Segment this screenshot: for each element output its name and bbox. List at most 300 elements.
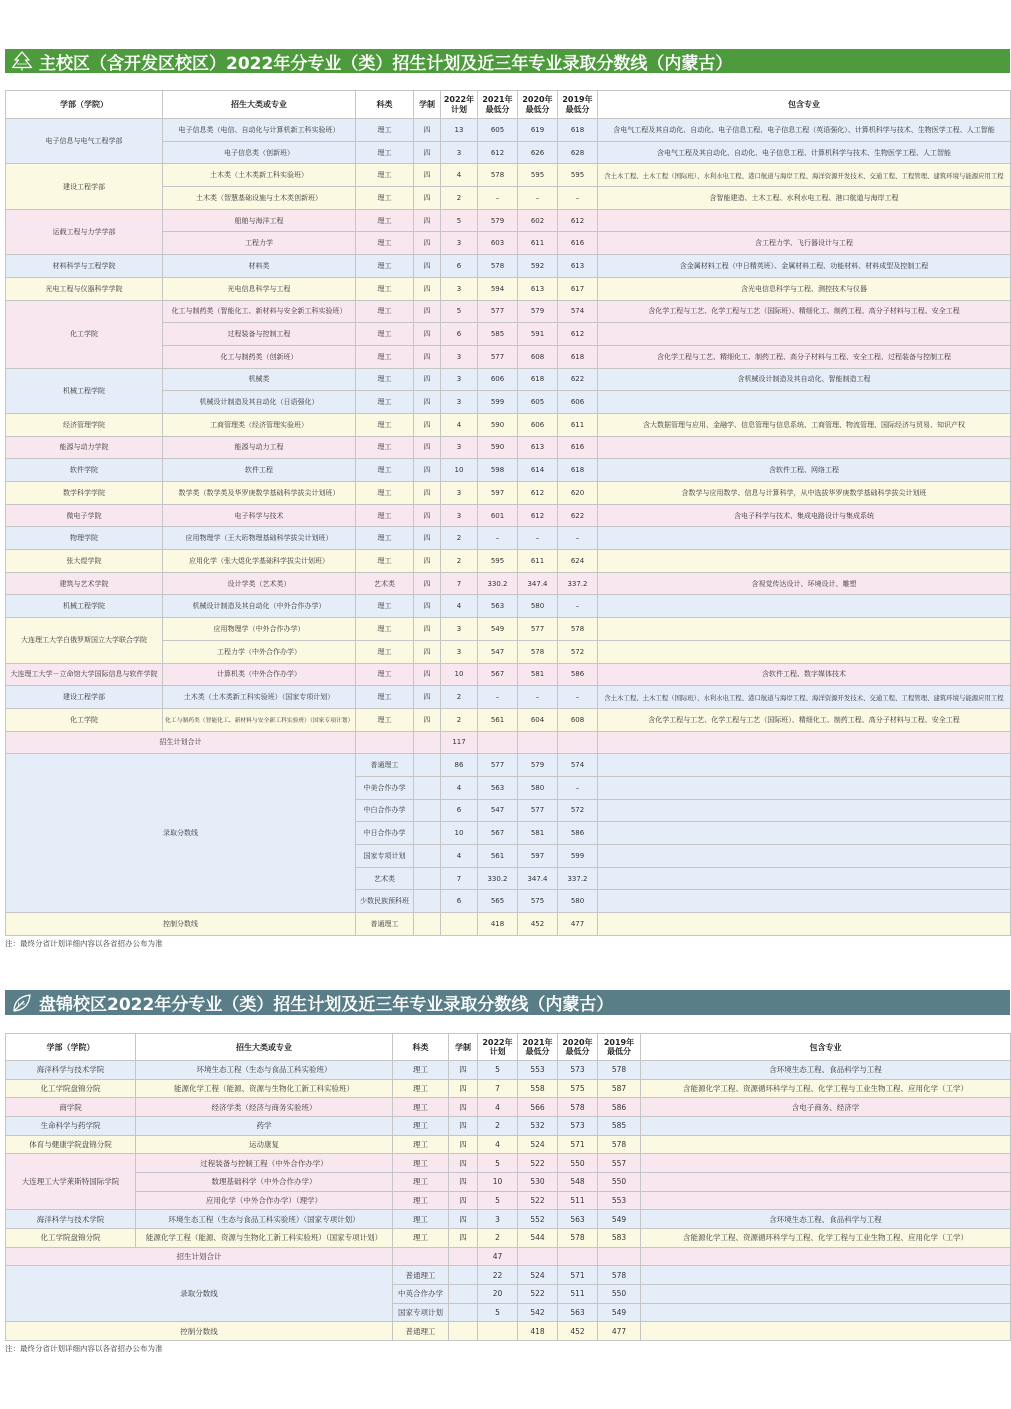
category-cell: 理工 xyxy=(393,1191,449,1210)
total-row xyxy=(6,1247,1011,1266)
score-2021-cell: 532 xyxy=(518,1116,558,1135)
duration-cell: 四 xyxy=(414,527,441,550)
score-2019-cell xyxy=(558,731,598,754)
includes-cell xyxy=(598,776,1011,799)
score-2019-cell: 612 xyxy=(558,209,598,232)
score-2019-header xyxy=(558,91,598,119)
score-2020-cell: 580 xyxy=(518,595,558,618)
score-2021-header xyxy=(478,91,518,119)
plan-2022-cell: 6 xyxy=(441,890,478,913)
table-header-row xyxy=(6,1034,1011,1061)
score-2019-cell: 617 xyxy=(558,277,598,300)
score-label: 录取分数线 xyxy=(6,754,356,913)
major-cell: 过程装备与控制工程（中外合作办学） xyxy=(136,1154,393,1173)
score-2019-cell: 549 xyxy=(598,1210,641,1229)
category-header: 科类 xyxy=(356,91,414,119)
category-cell: 理工 xyxy=(356,550,414,573)
score-2021-cell: 579 xyxy=(478,209,518,232)
duration-cell xyxy=(414,867,441,890)
duration-header: 学制 xyxy=(414,91,441,119)
dept-cell: 物理学院 xyxy=(6,527,163,550)
total-row xyxy=(6,731,1011,754)
score-2020-cell: 608 xyxy=(518,345,558,368)
duration-cell: 四 xyxy=(414,482,441,505)
plan-2022-cell: 13 xyxy=(441,119,478,142)
dept-cell: 大连理工大学莱斯特国际学院 xyxy=(6,1154,136,1210)
score-2019-header xyxy=(598,1034,641,1061)
plan-2022-cell: 4 xyxy=(441,413,478,436)
section-title: 主校区（含开发区校区）2022年分专业（类）招生计划及近三年专业录取分数线（内蒙古） xyxy=(39,53,733,73)
score-2019-cell: 622 xyxy=(558,504,598,527)
score-2019-cell: 557 xyxy=(598,1154,641,1173)
dept-cell: 电子信息与电气工程学部 xyxy=(6,119,163,164)
score-2021-cell: 595 xyxy=(478,550,518,573)
score-2020-cell: 548 xyxy=(558,1172,598,1191)
score-2021-cell: 524 xyxy=(518,1266,558,1285)
footnote: 注：最终分省计划详细内容以各省招办公布为准 xyxy=(5,939,163,948)
score-2019-cell: 613 xyxy=(558,255,598,278)
category-cell: 国家专项计划 xyxy=(393,1303,449,1322)
score-2020-cell xyxy=(558,1247,598,1266)
control-label: 控制分数线 xyxy=(6,1322,393,1341)
includes-cell: 含机械设计制造及其自动化、智能制造工程 xyxy=(598,368,1011,391)
score-2020-cell: 575 xyxy=(558,1079,598,1098)
plan-2022-cell: 117 xyxy=(441,731,478,754)
score-2019-cell: 616 xyxy=(558,232,598,255)
plan-2022-cell: 3 xyxy=(441,618,478,641)
category-cell: 普通理工 xyxy=(393,1266,449,1285)
duration-cell: 四 xyxy=(414,141,441,164)
table-row xyxy=(6,413,1011,436)
score-2021-cell: 567 xyxy=(478,822,518,845)
main-campus-admission-table xyxy=(5,90,1011,936)
score-2019-cell: 587 xyxy=(598,1079,641,1098)
table-row xyxy=(6,527,1011,550)
score-2020-cell: 595 xyxy=(518,164,558,187)
major-cell: 软件工程 xyxy=(163,459,356,482)
category-cell: 普通理工 xyxy=(356,754,414,777)
duration-cell xyxy=(414,913,441,936)
category-cell: 理工 xyxy=(356,482,414,505)
plan-2022-cell: 4 xyxy=(441,595,478,618)
dept-cell: 建设工程学部 xyxy=(6,164,163,209)
includes-cell: 含能源化学工程、资源循环科学与工程、化学工程与工业生物工程、应用化学（工学） xyxy=(641,1228,1011,1247)
includes-cell xyxy=(598,913,1011,936)
score-2020-cell: 606 xyxy=(518,413,558,436)
dept-header: 学部（学院） xyxy=(6,91,163,119)
score-2020-cell: 347.4 xyxy=(518,867,558,890)
plan-2022-cell: 3 xyxy=(441,368,478,391)
plan-2022-cell: 4 xyxy=(478,1098,518,1117)
duration-cell: 四 xyxy=(449,1079,478,1098)
duration-cell: 四 xyxy=(449,1135,478,1154)
dept-cell: 材料科学与工程学院 xyxy=(6,255,163,278)
plan-2022-cell: 5 xyxy=(478,1191,518,1210)
plan-2022-cell: 3 xyxy=(441,141,478,164)
plan-2022-cell: 2 xyxy=(441,708,478,731)
table-row xyxy=(6,572,1011,595)
score-2020-cell: 571 xyxy=(558,1135,598,1154)
includes-cell xyxy=(598,391,1011,414)
major-cell: 电子科学与技术 xyxy=(163,504,356,527)
dept-cell: 经济管理学院 xyxy=(6,413,163,436)
score-2021-cell: 590 xyxy=(478,436,518,459)
major-cell: 环境生态工程（生态与食品工科实验班）（国家专项计划） xyxy=(136,1210,393,1229)
score-2019-cell: 616 xyxy=(558,436,598,459)
plan-2022-cell: 4 xyxy=(441,845,478,868)
score-2021-cell: – xyxy=(478,686,518,709)
table-body xyxy=(6,1061,1011,1341)
plan-2022-cell: 3 xyxy=(478,1210,518,1229)
plan-2022-cell: 10 xyxy=(478,1172,518,1191)
table-row xyxy=(6,209,1011,232)
score-2020-cell: 511 xyxy=(558,1191,598,1210)
score-2019-cell: 586 xyxy=(558,822,598,845)
plan-2022-cell: 5 xyxy=(478,1303,518,1322)
plan-2022-header xyxy=(478,1034,518,1061)
score-2020-cell: 591 xyxy=(518,323,558,346)
score-row xyxy=(6,754,1011,777)
includes-cell: 含环境生态工程、食品科学与工程 xyxy=(641,1061,1011,1080)
major-cell: 材料类 xyxy=(163,255,356,278)
includes-cell: 含软件工程、数字媒体技术 xyxy=(598,663,1011,686)
score-2019-cell: 572 xyxy=(558,799,598,822)
score-2019-cell: 553 xyxy=(598,1191,641,1210)
score-2019-cell: 337.2 xyxy=(558,867,598,890)
header-label: 最低分 xyxy=(565,104,590,114)
major-header: 招生大类或专业 xyxy=(136,1034,393,1061)
major-cell: 应用化学（中外合作办学）（理学） xyxy=(136,1191,393,1210)
score-2019-cell: 578 xyxy=(558,618,598,641)
table-row xyxy=(6,482,1011,505)
includes-cell: 含光电信息科学与工程、测控技术与仪器 xyxy=(598,277,1011,300)
category-cell: 理工 xyxy=(356,187,414,210)
major-cell: 能源化学工程（能源、资源与生物化工新工科实验班）（国家专项计划） xyxy=(136,1228,393,1247)
score-2020-cell: 575 xyxy=(518,890,558,913)
includes-cell xyxy=(598,731,1011,754)
includes-cell: 含数学与应用数学、信息与计算科学，从中选拔华罗庚数学基础科学拔尖计划班 xyxy=(598,482,1011,505)
dept-cell: 体育与健康学院盘锦分院 xyxy=(6,1135,136,1154)
category-cell: 理工 xyxy=(393,1061,449,1080)
score-2020-cell: 602 xyxy=(518,209,558,232)
category-cell xyxy=(356,731,414,754)
category-cell: 理工 xyxy=(356,595,414,618)
score-2019-cell xyxy=(598,1247,641,1266)
score-2020-cell xyxy=(518,731,558,754)
category-cell: 理工 xyxy=(356,232,414,255)
includes-cell: 含电子科学与技术、集成电路设计与集成系统 xyxy=(598,504,1011,527)
table-row xyxy=(6,300,1011,323)
category-cell: 理工 xyxy=(393,1228,449,1247)
includes-cell xyxy=(598,323,1011,346)
plan-2022-cell: 3 xyxy=(441,482,478,505)
includes-cell: 含视觉传达设计、环境设计、雕塑 xyxy=(598,572,1011,595)
header-year: 2019年 xyxy=(562,95,593,105)
score-2019-cell: 583 xyxy=(598,1228,641,1247)
score-2021-cell: 567 xyxy=(478,663,518,686)
includes-cell: 含电气工程及其自动化、自动化、电子信息工程、电子信息工程（英语强化）、计算机科学与技术、生物医学工程、人工智能 xyxy=(598,119,1011,142)
header-label: 最低分 xyxy=(565,1047,590,1056)
duration-cell xyxy=(414,731,441,754)
score-2020-header xyxy=(558,1034,598,1061)
table-row xyxy=(6,1079,1011,1098)
includes-cell xyxy=(598,527,1011,550)
category-cell: 中英合作办学 xyxy=(393,1284,449,1303)
table-row xyxy=(6,1116,1011,1135)
duration-cell: 四 xyxy=(449,1191,478,1210)
plan-2022-cell: 3 xyxy=(441,504,478,527)
duration-cell: 四 xyxy=(414,232,441,255)
includes-header: 包含专业 xyxy=(598,91,1011,119)
category-cell: 理工 xyxy=(356,209,414,232)
score-2021-cell: 577 xyxy=(478,754,518,777)
dept-cell: 化工学院盘锦分院 xyxy=(6,1228,136,1247)
major-cell: 光电信息科学与工程 xyxy=(163,277,356,300)
plan-2022-cell: 5 xyxy=(478,1061,518,1080)
includes-cell xyxy=(598,595,1011,618)
table-row xyxy=(6,1061,1011,1080)
major-cell: 药学 xyxy=(136,1116,393,1135)
score-2019-cell: – xyxy=(558,527,598,550)
category-cell: 理工 xyxy=(356,436,414,459)
score-2019-cell: 578 xyxy=(598,1266,641,1285)
duration-cell: 四 xyxy=(414,618,441,641)
category-cell: 理工 xyxy=(393,1172,449,1191)
includes-cell: 含电气工程及其自动化、自动化、电子信息工程、计算机科学与技术、生物医学工程、人工智能 xyxy=(598,141,1011,164)
score-2020-cell: 577 xyxy=(518,799,558,822)
includes-cell xyxy=(598,550,1011,573)
includes-cell: 含土木工程、土木工程（国际班）、水利水电工程、港口航道与海岸工程、海洋资源开发技术、交通工程、工程管理、建筑环境与能源应用工程 xyxy=(598,686,1011,709)
score-2019-cell: 586 xyxy=(558,663,598,686)
score-2021-cell: 418 xyxy=(478,913,518,936)
major-cell: 工商管理类（经济管理实验班） xyxy=(163,413,356,436)
score-2021-header xyxy=(518,1034,558,1061)
score-2020-cell: 613 xyxy=(518,436,558,459)
header-label: 最低分 xyxy=(525,1047,550,1056)
table-row xyxy=(6,1098,1011,1117)
score-2019-cell: 586 xyxy=(598,1098,641,1117)
category-cell: 艺术类 xyxy=(356,572,414,595)
score-2020-cell: 619 xyxy=(518,119,558,142)
score-2019-cell: 477 xyxy=(598,1322,641,1341)
includes-cell xyxy=(641,1172,1011,1191)
dept-cell: 微电子学院 xyxy=(6,504,163,527)
plan-2022-cell: 7 xyxy=(478,1079,518,1098)
score-2020-cell: 347.4 xyxy=(518,572,558,595)
table-row xyxy=(6,1154,1011,1173)
dept-cell: 化工学院盘锦分院 xyxy=(6,1079,136,1098)
table-row xyxy=(6,436,1011,459)
duration-cell: 四 xyxy=(414,686,441,709)
includes-header: 包含专业 xyxy=(641,1034,1011,1061)
category-cell xyxy=(393,1247,449,1266)
includes-cell: 含电子商务、经济学 xyxy=(641,1098,1011,1117)
score-2021-cell: 597 xyxy=(478,482,518,505)
duration-cell xyxy=(414,822,441,845)
tree-icon xyxy=(9,50,35,72)
score-2020-cell: 579 xyxy=(518,300,558,323)
includes-cell xyxy=(598,799,1011,822)
plan-2022-cell: 4 xyxy=(441,776,478,799)
major-cell: 经济学类（经济与商务实验班） xyxy=(136,1098,393,1117)
duration-cell: 四 xyxy=(414,436,441,459)
score-2021-cell: 601 xyxy=(478,504,518,527)
dept-cell: 大连理工大学白俄罗斯国立大学联合学院 xyxy=(6,618,163,663)
score-2021-cell: 549 xyxy=(478,618,518,641)
dept-cell: 软件学院 xyxy=(6,459,163,482)
plan-2022-cell: 2 xyxy=(478,1228,518,1247)
score-2021-cell: 544 xyxy=(518,1228,558,1247)
major-header: 招生大类或专业 xyxy=(163,91,356,119)
category-cell: 理工 xyxy=(356,141,414,164)
category-cell: 理工 xyxy=(356,527,414,550)
score-2021-cell: 612 xyxy=(478,141,518,164)
score-2021-cell: 598 xyxy=(478,459,518,482)
duration-cell xyxy=(449,1303,478,1322)
major-cell: 土木类（土木类新工科实验班）（国家专项计划） xyxy=(163,686,356,709)
table-row xyxy=(6,504,1011,527)
table-row xyxy=(6,255,1011,278)
duration-cell xyxy=(449,1322,478,1341)
score-2021-cell: 561 xyxy=(478,708,518,731)
category-cell: 理工 xyxy=(356,686,414,709)
category-cell: 中白合作办学 xyxy=(356,799,414,822)
category-cell: 理工 xyxy=(356,323,414,346)
category-cell: 理工 xyxy=(356,391,414,414)
header-label: 最低分 xyxy=(525,104,550,114)
duration-cell: 四 xyxy=(414,119,441,142)
category-cell: 理工 xyxy=(356,300,414,323)
includes-cell xyxy=(598,209,1011,232)
includes-cell: 含工程力学、飞行器设计与工程 xyxy=(598,232,1011,255)
duration-cell: 四 xyxy=(449,1061,478,1080)
score-2020-header xyxy=(518,91,558,119)
major-cell: 船舶与海洋工程 xyxy=(163,209,356,232)
major-cell: 应用物理学（王大珩物理基础科学拔尖计划班） xyxy=(163,527,356,550)
duration-cell: 四 xyxy=(449,1098,478,1117)
includes-cell xyxy=(598,754,1011,777)
plan-2022-cell: 5 xyxy=(441,209,478,232)
score-2020-cell: 578 xyxy=(558,1098,598,1117)
table-body xyxy=(6,119,1011,936)
category-cell: 普通理工 xyxy=(393,1322,449,1341)
includes-cell: 含化学工程与工艺、化学工程与工艺（国际班）、精细化工、制药工程、高分子材料与工程、安全工程 xyxy=(598,708,1011,731)
score-2019-cell: – xyxy=(558,686,598,709)
includes-cell: 含化学工程与工艺、精细化工、制药工程、高分子材料与工程、安全工程、过程装备与控制工程 xyxy=(598,345,1011,368)
score-2021-cell: – xyxy=(478,527,518,550)
score-2020-cell: 604 xyxy=(518,708,558,731)
duration-cell: 四 xyxy=(449,1172,478,1191)
duration-cell xyxy=(414,845,441,868)
score-row xyxy=(6,1266,1011,1285)
major-cell: 工程力学（中外合作办学） xyxy=(163,640,356,663)
dept-cell: 大连理工大学－立命馆大学国际信息与软件学院 xyxy=(6,663,163,686)
table-header-row xyxy=(6,91,1011,119)
score-2019-cell: 618 xyxy=(558,459,598,482)
score-2019-cell: 550 xyxy=(598,1172,641,1191)
category-cell: 理工 xyxy=(356,345,414,368)
category-header: 科类 xyxy=(393,1034,449,1061)
category-cell: 理工 xyxy=(356,663,414,686)
score-2019-cell: 574 xyxy=(558,754,598,777)
header-year: 2020年 xyxy=(522,95,553,105)
score-2021-cell: – xyxy=(478,187,518,210)
dept-cell: 生命科学与药学院 xyxy=(6,1116,136,1135)
plan-2022-cell xyxy=(441,913,478,936)
duration-cell: 四 xyxy=(449,1228,478,1247)
score-2020-cell: 614 xyxy=(518,459,558,482)
includes-cell xyxy=(598,436,1011,459)
score-2019-cell: – xyxy=(558,595,598,618)
includes-cell: 含化学工程与工艺、化学工程与工艺（国际班）、精细化工、制药工程、高分子材料与工程、安全工程 xyxy=(598,300,1011,323)
duration-cell xyxy=(449,1284,478,1303)
table-row xyxy=(6,368,1011,391)
major-cell: 化工与制药类（创新班） xyxy=(163,345,356,368)
table-row xyxy=(6,1210,1011,1229)
score-2021-cell: 577 xyxy=(478,300,518,323)
plan-2022-cell: 6 xyxy=(441,323,478,346)
duration-cell: 四 xyxy=(414,504,441,527)
score-2019-cell: 578 xyxy=(598,1135,641,1154)
panjin-campus-banner xyxy=(5,990,1010,1015)
score-2019-cell: 585 xyxy=(598,1116,641,1135)
score-2020-cell: 605 xyxy=(518,391,558,414)
score-2020-cell: 571 xyxy=(558,1266,598,1285)
major-cell: 设计学类（艺术类） xyxy=(163,572,356,595)
score-2021-cell: 418 xyxy=(518,1322,558,1341)
duration-cell: 四 xyxy=(414,164,441,187)
plan-2022-cell: 22 xyxy=(478,1266,518,1285)
score-2021-cell: 594 xyxy=(478,277,518,300)
major-cell: 能源化学工程（能源、资源与生物化工新工科实验班） xyxy=(136,1079,393,1098)
major-cell: 能源与动力工程 xyxy=(163,436,356,459)
dept-cell: 商学院 xyxy=(6,1098,136,1117)
dept-cell: 张大煜学院 xyxy=(6,550,163,573)
score-2020-cell: 581 xyxy=(518,663,558,686)
includes-cell: 含金属材料工程（中日精英班）、金属材料工程、功能材料、材料成型及控制工程 xyxy=(598,255,1011,278)
plan-2022-cell: 2 xyxy=(441,187,478,210)
plan-2022-cell: 20 xyxy=(478,1284,518,1303)
duration-cell: 四 xyxy=(449,1210,478,1229)
score-2020-cell: 597 xyxy=(518,845,558,868)
dept-cell: 机械工程学院 xyxy=(6,368,163,413)
dept-cell: 化工学院 xyxy=(6,708,163,731)
dept-cell: 建设工程学部 xyxy=(6,686,163,709)
plan-2022-cell: 3 xyxy=(441,640,478,663)
includes-cell: 含大数据管理与应用、金融学、信息管理与信息系统、工商管理、物流管理、国际经济与贸易、知识产权 xyxy=(598,413,1011,436)
includes-cell xyxy=(598,618,1011,641)
major-cell: 机械设计制造及其自动化（中外合作办学） xyxy=(163,595,356,618)
plan-2022-cell xyxy=(478,1322,518,1341)
footnote: 注：最终分省计划详细内容以各省招办公布为准 xyxy=(5,1344,163,1353)
dept-cell: 光电工程与仪器科学学院 xyxy=(6,277,163,300)
major-cell: 土木类（智慧基础设施与土木类创新班） xyxy=(163,187,356,210)
dept-cell: 数学科学学院 xyxy=(6,482,163,505)
duration-cell: 四 xyxy=(414,413,441,436)
includes-cell: 含软件工程、网络工程 xyxy=(598,459,1011,482)
score-2020-cell: 611 xyxy=(518,232,558,255)
score-2019-cell: 620 xyxy=(558,482,598,505)
score-2020-cell: 563 xyxy=(558,1303,598,1322)
duration-cell xyxy=(414,799,441,822)
score-2020-cell: 452 xyxy=(518,913,558,936)
main-campus-banner xyxy=(5,49,1010,73)
score-2020-cell: 573 xyxy=(558,1061,598,1080)
plan-2022-cell: 3 xyxy=(441,277,478,300)
score-2019-cell: 477 xyxy=(558,913,598,936)
duration-cell: 四 xyxy=(449,1116,478,1135)
header-year: 2022年 xyxy=(482,1037,513,1047)
